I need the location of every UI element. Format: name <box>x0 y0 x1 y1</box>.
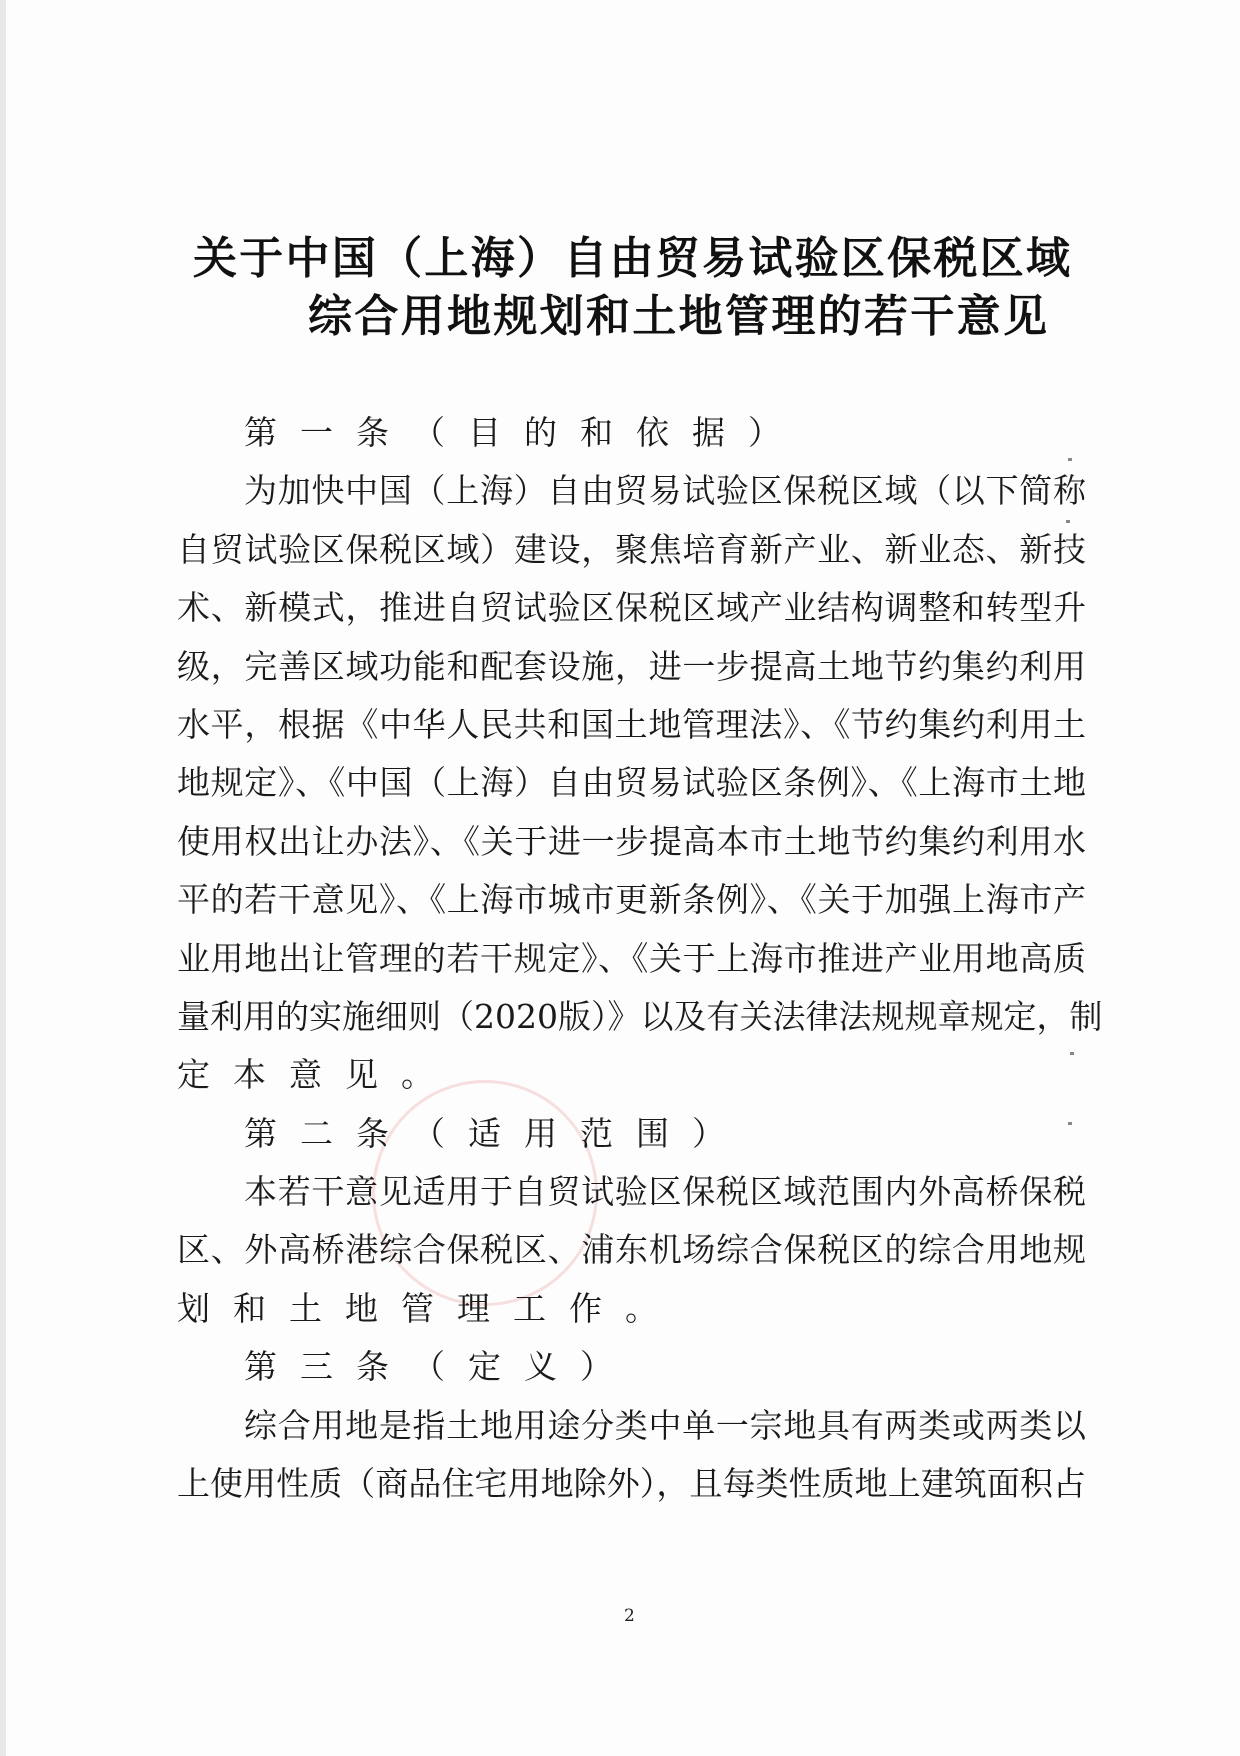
scan-edge <box>0 0 6 1756</box>
article-heading: 第二条（适用范围） <box>244 1113 748 1153</box>
scan-mark <box>1066 520 1070 523</box>
paragraph-line: 上使用性质（商品住宅用地除外），且每类性质地上建筑面积占 <box>177 1464 1086 1504</box>
scan-mark <box>1070 1052 1074 1055</box>
paragraph-line: 自贸试验区保税区域）建设，聚焦培育新产业、新业态、新技 <box>177 529 1086 569</box>
paragraph-line: 地规定》、《中国（上海）自由贸易试验区条例》、《上海市土地 <box>177 763 1086 803</box>
paragraph-line: 使用权出让办法》、《关于进一步提高本市土地节约集约利用水 <box>177 821 1086 861</box>
paragraph-line: 业用地出让管理的若干规定》、《关于上海市推进产业用地高质 <box>177 938 1086 978</box>
paragraph-line: 定本意见。 <box>177 1055 457 1095</box>
document-body <box>177 404 1103 1513</box>
paragraph-line: 级，完善区域功能和配套设施，进一步提高土地节约集约利用 <box>177 646 1086 686</box>
paragraph-line: 平的若干意见》、《上海市城市更新条例》、《关于加强上海市产 <box>177 880 1086 920</box>
paragraph-line: 区、外高桥港综合保税区、浦东机场综合保税区的综合用地规 <box>177 1230 1086 1270</box>
document-title-line-1: 关于中国（上海）自由贸易试验区保税区域 <box>193 233 1070 284</box>
paragraph-line: 术、新模式，推进自贸试验区保税区域产业结构调整和转型升 <box>177 588 1086 628</box>
scan-mark <box>1068 458 1072 461</box>
page-number: 2 <box>624 1606 635 1626</box>
paragraph-line: 综合用地是指土地用途分类中单一宗地具有两类或两类以 <box>244 1405 1086 1445</box>
article-heading: 第一条（目的和依据） <box>244 413 804 452</box>
scan-mark <box>1068 1122 1072 1125</box>
paragraph-line: 量利用的实施细则（2020版）》以及有关法律法规规章规定，制 <box>177 996 1103 1036</box>
paragraph-line: 为加快中国（上海）自由贸易试验区保税区域（以下简称 <box>244 471 1086 511</box>
article-heading: 第三条（定义） <box>244 1347 636 1387</box>
paragraph-line: 水平，根据《中华人民共和国土地管理法》、《节约集约利用土 <box>177 704 1086 744</box>
paragraph-line: 划和土地管理工作。 <box>177 1288 681 1328</box>
document-title-line-2: 综合用地规划和土地管理的若干意见 <box>308 291 1047 342</box>
paragraph-line: 本若干意见适用于自贸试验区保税区域范围内外高桥保税 <box>244 1172 1086 1212</box>
